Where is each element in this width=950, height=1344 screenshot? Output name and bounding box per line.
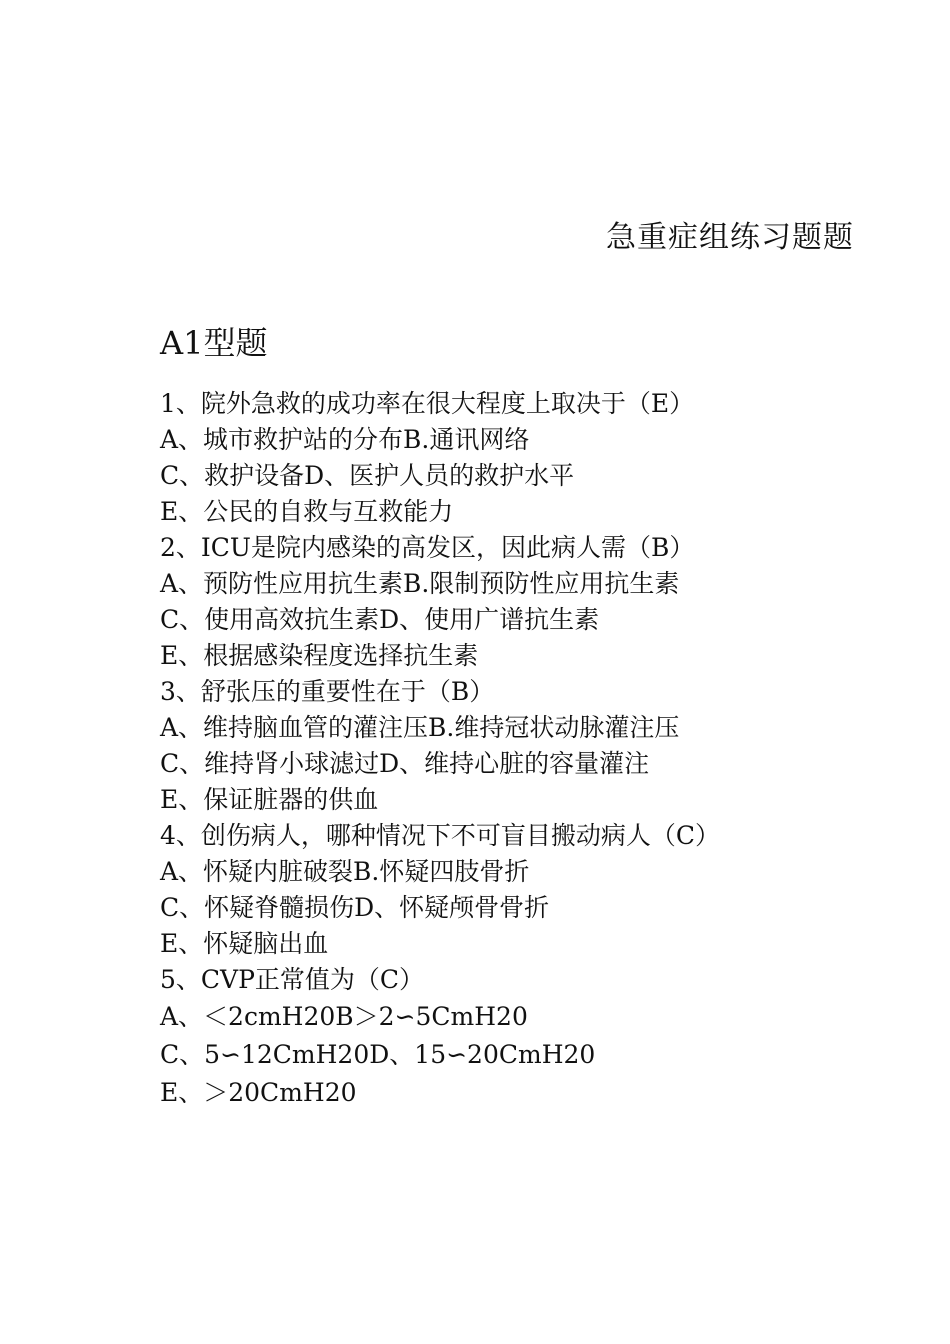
text-line: A、维持脑血管的灌注压B.维持冠状动脉灌注压 <box>160 713 680 742</box>
text-line: A、怀疑内脏破裂B.怀疑四肢骨折 <box>160 857 530 886</box>
text-line: C、救护设备D、医护人员的救护水平 <box>160 461 575 490</box>
text-line: 5、CVP正常值为（C） <box>160 965 425 994</box>
text-line: E、怀疑脑出血 <box>160 929 329 958</box>
document-title: 急重症组练习题题 <box>606 220 854 255</box>
text-line: E、公民的自救与互救能力 <box>160 497 454 526</box>
text-line: 3、舒张压的重要性在于（B） <box>160 677 495 706</box>
text-line: E、保证脏器的供血 <box>160 785 379 814</box>
text-line: A、＜2cmH20B＞2∽5CmH20 <box>160 1002 528 1031</box>
text-line: A、城市救护站的分布B.通讯网络 <box>160 425 530 454</box>
text-line: C、维持肾小球滤过D、维持心脏的容量灌注 <box>160 749 650 778</box>
text-line: C、使用高效抗生素D、使用广谱抗生素 <box>160 605 600 634</box>
text-line: A、预防性应用抗生素B.限制预防性应用抗生素 <box>160 569 680 598</box>
question-list <box>160 386 880 1112</box>
text-line: 2、ICU是院内感染的高发区，因此病人需（B） <box>160 533 695 562</box>
text-line: C、怀疑脊髓损伤D、怀疑颅骨骨折 <box>160 893 550 922</box>
section-heading: A1型题 <box>160 324 268 362</box>
text-line: 1、院外急救的成功率在很大程度上取决于（E） <box>160 389 695 418</box>
text-line: C、5∽12CmH20D、15∽20CmH20 <box>160 1040 596 1069</box>
text-line: E、根据感染程度选择抗生素 <box>160 641 479 670</box>
text-line: 4、创伤病人，哪种情况下不可盲目搬动病人（C） <box>160 821 721 850</box>
text-line: E、＞20CmH20 <box>160 1078 357 1107</box>
